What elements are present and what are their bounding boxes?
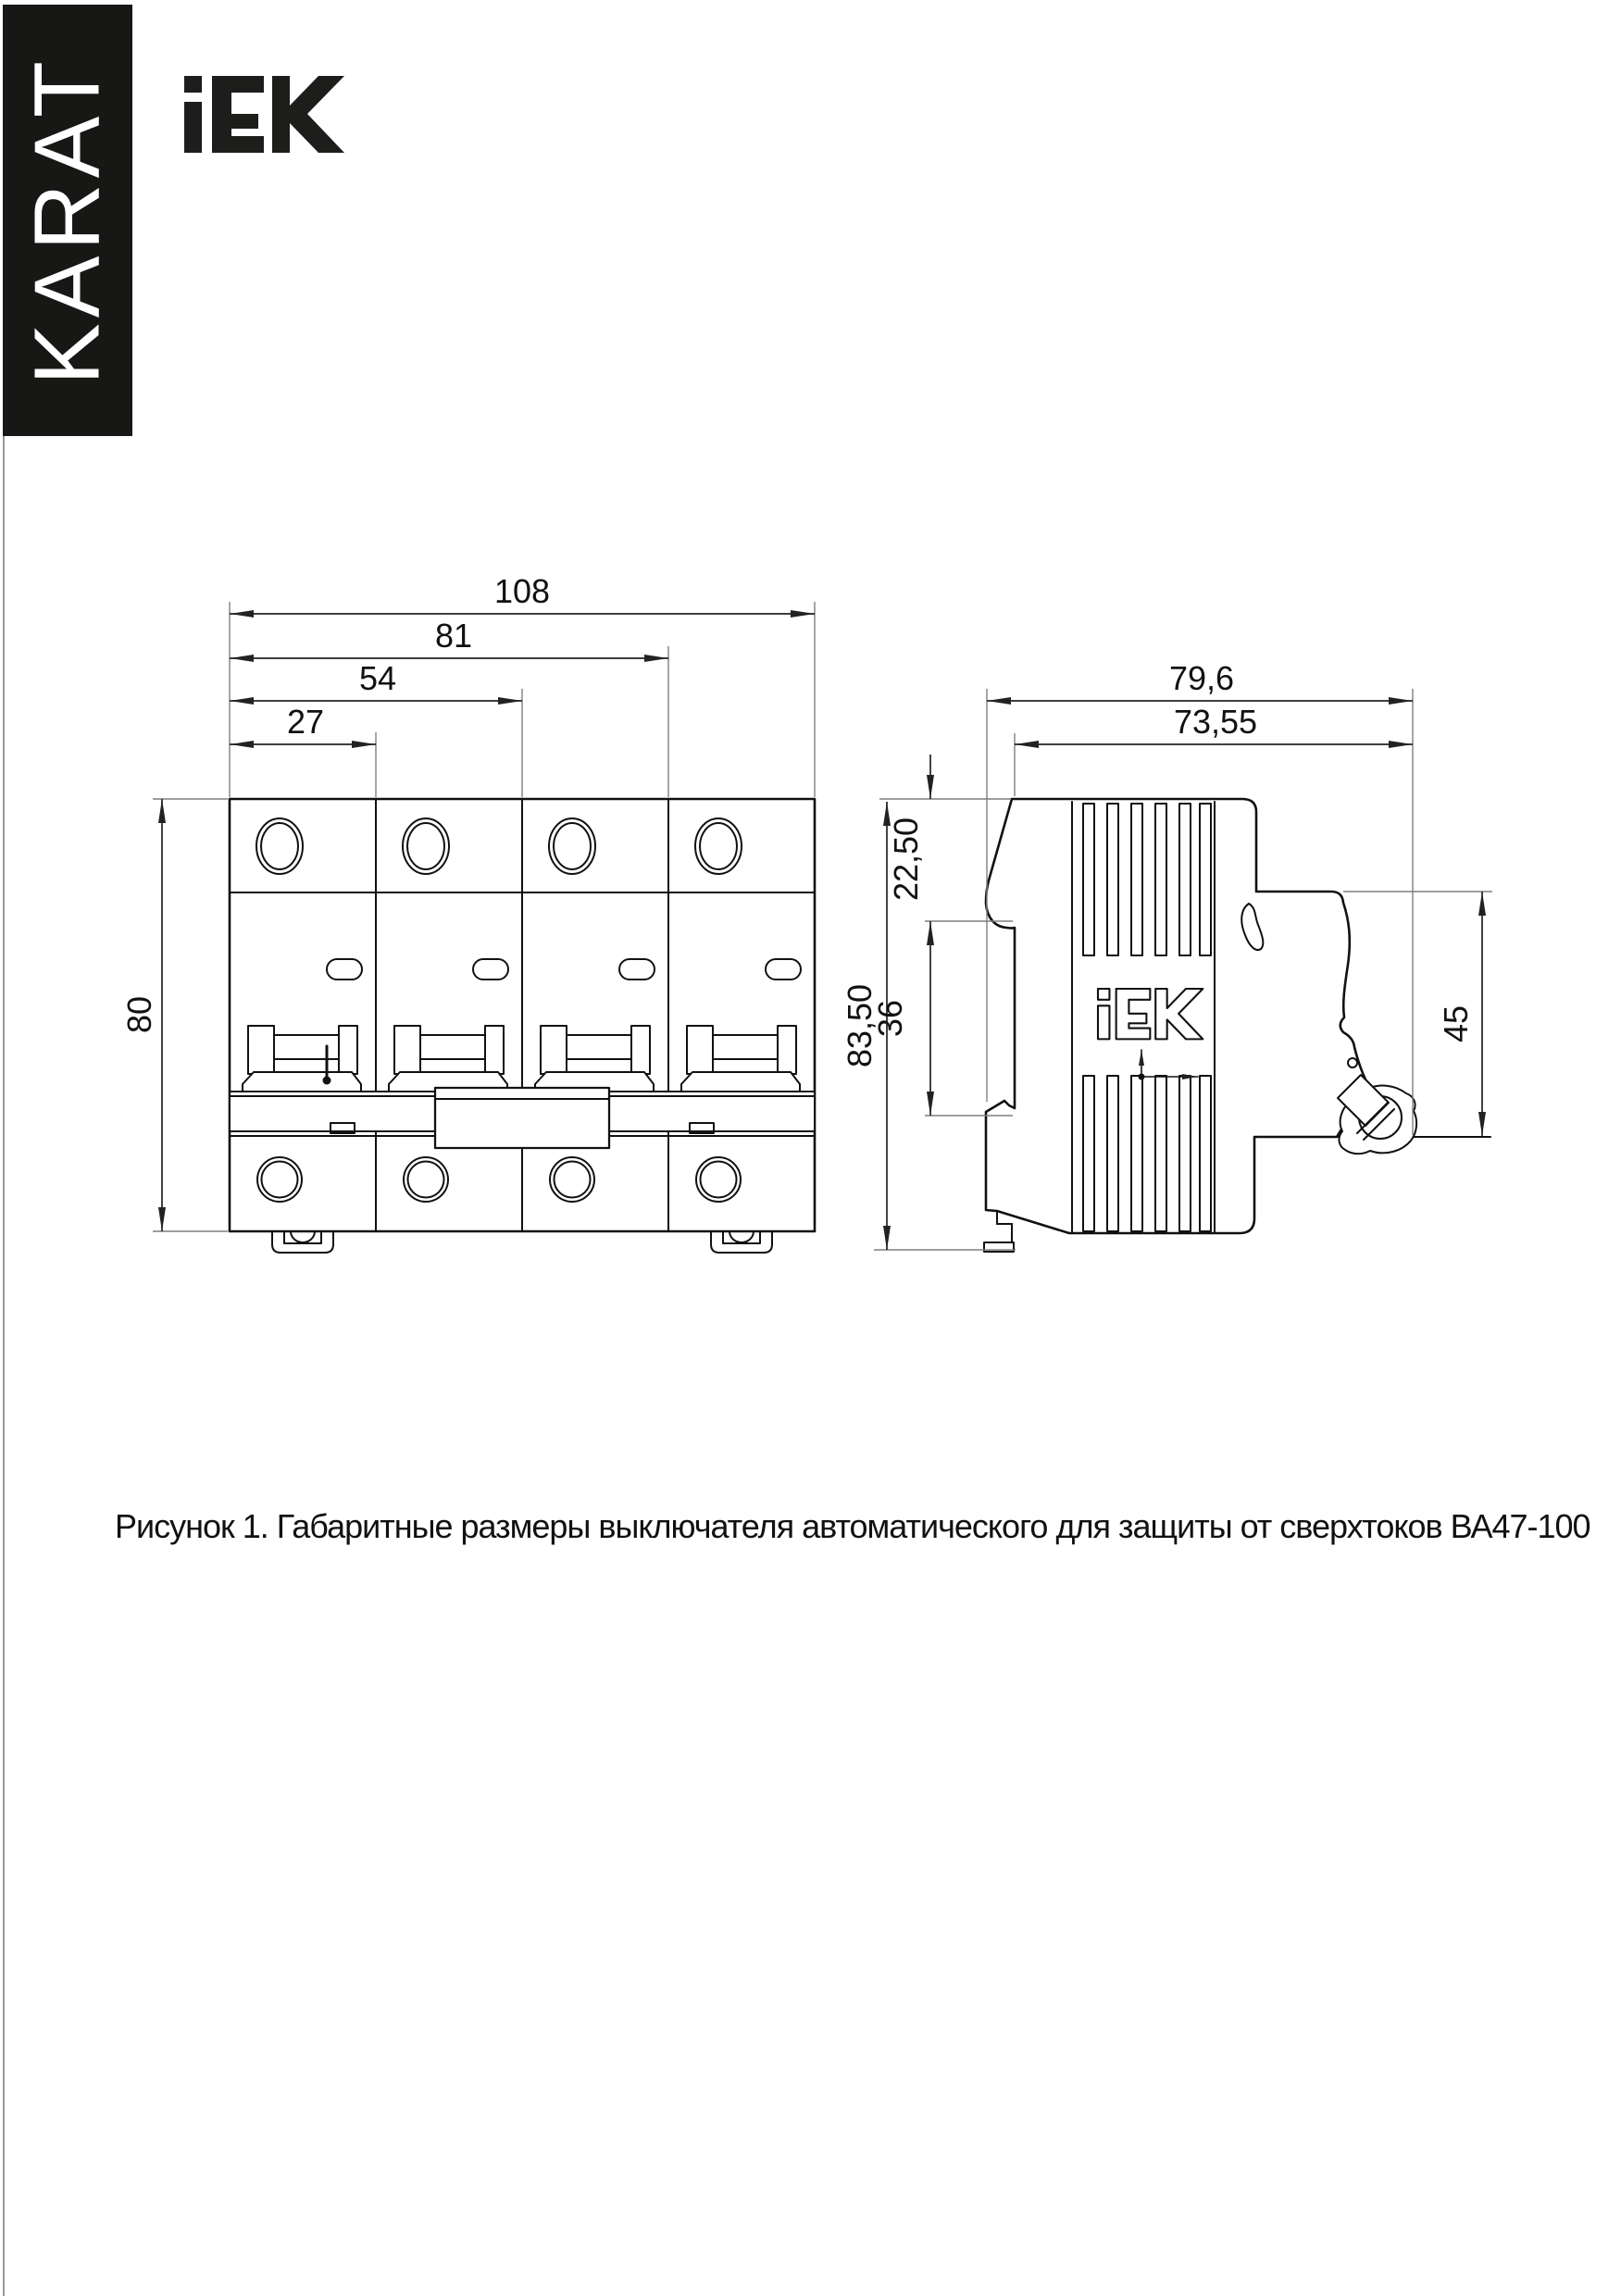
iek-logo-k bbox=[272, 76, 344, 153]
side-din-clip-foot bbox=[984, 1211, 1014, 1252]
side-view-drawing bbox=[984, 799, 1490, 1252]
dim-label-36: 36 bbox=[871, 999, 909, 1038]
karat-banner-text: KARAT bbox=[15, 56, 119, 385]
dim-label-54: 54 bbox=[358, 659, 397, 697]
front-body bbox=[230, 799, 815, 1231]
iek-logo-e bbox=[212, 76, 264, 153]
dim-label-83-50: 83,50 bbox=[841, 983, 879, 1068]
side-terminal-screw bbox=[1338, 1075, 1416, 1154]
iek-logo bbox=[184, 76, 344, 153]
dim-label-81: 81 bbox=[434, 617, 473, 655]
figure-caption: Рисунок 1. Габаритные размеры выключателя автоматического для защиты от сверхтоков ВА47-100 bbox=[115, 1507, 1590, 1545]
front-din-tabs bbox=[272, 1231, 772, 1253]
tie-bar-center-plate bbox=[435, 1088, 609, 1148]
toggle-indicator-dot bbox=[323, 1077, 331, 1085]
front-view-drawing bbox=[230, 799, 815, 1253]
dim-label-45: 45 bbox=[1437, 1004, 1475, 1043]
dim-label-22-50: 22,50 bbox=[887, 817, 925, 902]
dim-label-27: 27 bbox=[286, 703, 325, 741]
dim-label-80: 80 bbox=[120, 995, 158, 1034]
side-pivot-hole bbox=[1348, 1058, 1357, 1067]
dim-label-79-6: 79,6 bbox=[1168, 659, 1235, 697]
dim-label-73-55: 73,55 bbox=[1173, 703, 1258, 741]
iek-logo-i-dot bbox=[184, 76, 202, 93]
iek-logo-i-stem bbox=[184, 102, 202, 153]
dim-label-108: 108 bbox=[493, 572, 551, 610]
